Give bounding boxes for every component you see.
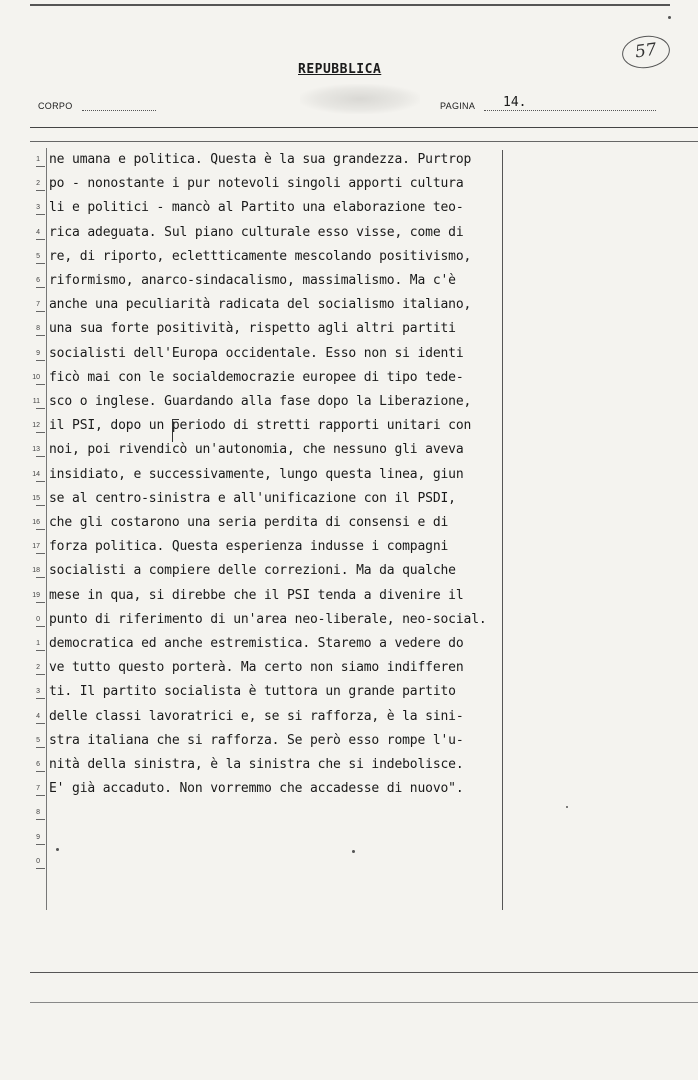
line-tick bbox=[36, 214, 45, 215]
text-line: sco o inglese. Guardando alla fase dopo la Liberazione, bbox=[49, 394, 472, 409]
line-tick bbox=[36, 650, 45, 651]
line-tick bbox=[36, 723, 45, 724]
text-line: delle classi lavoratrici e, se si rafforza, è la sini- bbox=[49, 708, 464, 724]
text-line: re, di riporto, eclettticamente mescolando positivismo, bbox=[49, 248, 472, 264]
text-line: nità della sinistra, è la sinistra che si indebolisce. bbox=[49, 757, 464, 772]
corpo-label: CORPO bbox=[38, 101, 73, 111]
line-tick bbox=[36, 698, 45, 699]
line-number: 14 bbox=[32, 470, 40, 478]
line-number: 9 bbox=[36, 349, 40, 357]
line-number: 9 bbox=[36, 833, 40, 841]
line-number: 6 bbox=[36, 761, 40, 768]
text-line: punto di riferimento di un'area neo-liberale, neo-social. bbox=[49, 611, 487, 627]
line-tick bbox=[36, 481, 45, 482]
line-tick bbox=[36, 868, 45, 869]
line-number: 8 bbox=[36, 325, 40, 333]
top-edge-rule bbox=[30, 4, 670, 6]
line-number: 16 bbox=[32, 519, 40, 526]
text-line: se al centro-sinistra e all'unificazione con il PSDI, bbox=[49, 490, 456, 506]
text-line: che gli costarono una seria perdita di consensi e di bbox=[49, 515, 449, 530]
text-line: ficò mai con le socialdemocrazie europee di tipo tede- bbox=[49, 369, 464, 385]
page-stamp: 57 bbox=[620, 33, 672, 71]
line-tick bbox=[36, 384, 45, 385]
ink-speck bbox=[56, 848, 59, 851]
line-tick bbox=[36, 239, 45, 240]
line-tick bbox=[36, 553, 45, 554]
line-tick bbox=[36, 360, 45, 361]
line-tick bbox=[36, 505, 45, 506]
line-tick bbox=[36, 577, 45, 578]
text-line: mese in qua, si direbbe che il PSI tenda a divenire il bbox=[49, 587, 464, 603]
text-line: socialisti a compiere delle correzioni. Ma da qualche bbox=[49, 563, 456, 579]
line-number: 19 bbox=[32, 591, 40, 599]
line-number: 0 bbox=[36, 615, 40, 623]
line-number: 2 bbox=[36, 664, 40, 672]
line-number: 4 bbox=[36, 712, 40, 720]
line-number: 3 bbox=[36, 688, 40, 696]
ink-speck bbox=[668, 16, 671, 19]
text-line: insidiato, e successivamente, lungo questa linea, giun bbox=[49, 466, 464, 482]
line-tick bbox=[36, 408, 45, 409]
right-margin-line bbox=[502, 150, 503, 910]
header-rule-lower bbox=[30, 141, 698, 142]
text-line: noi, poi rivendicò un'autonomia, che nessuno gli aveva bbox=[49, 442, 464, 458]
text-line: democratica ed anche estremistica. Staremo a vedere do bbox=[49, 636, 464, 651]
text-line: po - nonostante i pur notevoli singoli apporti cultura bbox=[49, 176, 464, 192]
line-tick bbox=[36, 674, 45, 675]
text-line: riformismo, anarco-sindacalismo, massimalismo. Ma c'è bbox=[49, 273, 456, 288]
line-number: 11 bbox=[32, 398, 40, 405]
line-number: 15 bbox=[32, 494, 40, 502]
line-tick bbox=[36, 602, 45, 603]
text-line: forza politica. Questa esperienza indusse i compagni bbox=[49, 539, 449, 555]
line-tick bbox=[36, 287, 45, 288]
pagina-label: PAGINA bbox=[440, 101, 476, 111]
text-line: anche una peculiarità radicata del socialismo italiano, bbox=[49, 297, 472, 313]
corpo-field bbox=[82, 101, 156, 111]
line-tick bbox=[36, 771, 45, 772]
line-number: 1 bbox=[36, 156, 40, 163]
pagina-value: 14. bbox=[503, 95, 527, 110]
text-line: ti. Il partito socialista è tuttora un grande partito bbox=[49, 684, 456, 700]
line-number: 13 bbox=[32, 446, 40, 454]
line-tick bbox=[36, 844, 45, 845]
line-tick bbox=[36, 529, 45, 530]
line-tick bbox=[36, 819, 45, 820]
text-line: il PSI, dopo un periodo di stretti rapporti unitari con bbox=[49, 418, 472, 434]
ink-smudge bbox=[300, 84, 420, 114]
line-number: 8 bbox=[36, 809, 40, 817]
line-tick bbox=[36, 190, 45, 191]
line-number: 3 bbox=[36, 204, 40, 212]
text-line: stra italiana che si rafforza. Se però esso rompe l'u- bbox=[49, 732, 464, 748]
line-number: 5 bbox=[36, 736, 40, 744]
page-title: REPUBBLICA bbox=[298, 62, 382, 77]
line-tick bbox=[36, 795, 45, 796]
line-tick bbox=[36, 335, 45, 336]
line-number: 17 bbox=[32, 543, 40, 551]
line-tick bbox=[36, 263, 45, 264]
text-line: ve tutto questo porterà. Ma certo non siamo indifferen bbox=[49, 660, 464, 676]
footer-rule-lower bbox=[30, 1002, 698, 1003]
line-tick bbox=[36, 626, 45, 627]
text-line: ne umana e politica. Questa è la sua grandezza. Purtrop bbox=[49, 152, 472, 167]
left-margin-line bbox=[46, 148, 47, 910]
line-tick bbox=[36, 456, 45, 457]
line-tick bbox=[36, 311, 45, 312]
line-number: 1 bbox=[36, 640, 40, 647]
footer-rule bbox=[30, 972, 698, 973]
line-tick bbox=[36, 432, 45, 433]
line-number: 6 bbox=[36, 277, 40, 284]
line-number: 4 bbox=[36, 228, 40, 236]
line-number: 18 bbox=[32, 567, 40, 575]
line-number: 2 bbox=[36, 180, 40, 188]
line-number: 7 bbox=[36, 785, 40, 793]
line-number: 5 bbox=[36, 252, 40, 260]
ink-speck bbox=[352, 850, 355, 853]
line-number: 10 bbox=[32, 373, 40, 381]
line-number: 7 bbox=[36, 301, 40, 309]
insertion-bracket bbox=[172, 419, 179, 442]
header-rule bbox=[30, 127, 698, 128]
text-line: una sua forte positività, rispetto agli altri partiti bbox=[49, 321, 456, 337]
text-line: rica adeguata. Sul piano culturale esso visse, come di bbox=[49, 224, 464, 240]
text-line: E' già accaduto. Non vorremmo che accadesse di nuovo". bbox=[49, 781, 464, 797]
text-line: socialisti dell'Europa occidentale. Esso non si identi bbox=[49, 345, 464, 361]
ink-speck bbox=[566, 806, 568, 808]
text-line: li e politici - mancò al Partito una elaborazione teo- bbox=[49, 200, 464, 216]
line-number: 0 bbox=[36, 857, 40, 865]
line-tick bbox=[36, 166, 45, 167]
line-tick bbox=[36, 747, 45, 748]
line-number: 12 bbox=[32, 422, 40, 430]
